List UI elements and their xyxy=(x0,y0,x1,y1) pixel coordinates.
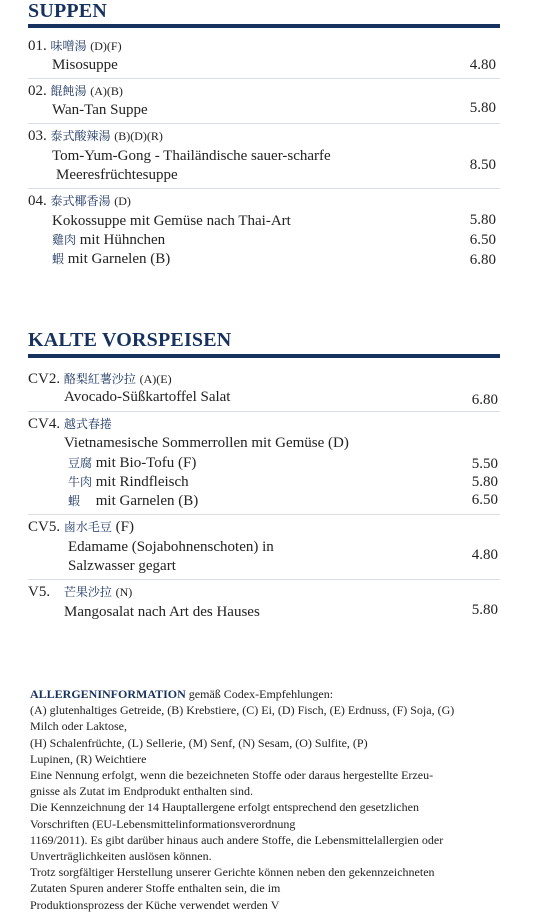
item-chinese-name: 餛飩湯 xyxy=(50,84,87,98)
item-allergen-codes: (D)(F) xyxy=(90,39,122,53)
allergen-line: (A) glutenhaltiges Getreide, (B) Krebstiere, (C) Ei, (D) Fisch, (E) Erdnuss, (F) Soja, (G) xyxy=(30,703,455,718)
item-variant xyxy=(52,250,170,268)
section-rule-suppen xyxy=(28,24,500,28)
allergen-line: Die Kennzeichnung der 14 Hauptallergene erfolgt entsprechend den gesetzlichen xyxy=(30,800,419,815)
item-divider xyxy=(28,78,500,79)
menu-item-header xyxy=(28,518,134,536)
item-divider xyxy=(28,123,500,124)
variant-text: mit Hühnchen xyxy=(79,232,166,248)
variant-text: mit Rindfleisch xyxy=(95,474,189,490)
item-price: 6.80 xyxy=(471,392,498,408)
variant-chinese-name: 蝦 xyxy=(68,494,81,508)
allergen-first-line xyxy=(30,686,510,702)
item-price: 5.80 xyxy=(471,602,498,618)
variant-price: 6.50 xyxy=(471,492,498,508)
allergen-line: Unverträglichkeiten auslösen können. xyxy=(30,849,212,864)
variant-chinese-name: 雞肉 xyxy=(52,233,77,247)
allergen-line: Trotz sorgfältiger Herstellung unserer Gerichte können neben den gekennzeichneten xyxy=(30,865,435,880)
item-price: 4.80 xyxy=(469,57,496,73)
item-name-line-1: Tom-Yum-Gong - Thailändische sauer-scharfe xyxy=(52,148,331,164)
allergen-line: Vorschriften (EU-Lebensmittelinformationsverordnung xyxy=(30,816,296,831)
menu-item-header xyxy=(28,192,131,210)
menu-item-header xyxy=(28,82,123,100)
item-divider xyxy=(28,514,500,515)
variant-text: mit Bio-Tofu (F) xyxy=(95,455,197,471)
allergen-line: gnisse als Zutat im Endprodukt enthalten sind. xyxy=(30,784,253,799)
menu-item-header xyxy=(28,583,132,601)
item-name: Misosuppe xyxy=(52,57,118,73)
item-price: 5.80 xyxy=(469,100,496,116)
allergen-line: Eine Nennung erfolgt, wenn die bezeichneten Stoffe oder daraus hergestellte Erzeu- xyxy=(30,768,434,783)
allergen-line: 1169/2011). Es gibt darüber hinaus auch andere Stoffe, die Lebensmittelallergien oder xyxy=(30,832,444,847)
item-chinese-name: 味噌湯 xyxy=(50,39,87,53)
item-number: 02. xyxy=(28,83,47,99)
variant-price: 6.50 xyxy=(469,232,496,248)
allergen-line: Milch oder Laktose, xyxy=(30,719,127,734)
allergen-line: gemäß Codex-Empfehlungen: xyxy=(188,687,334,701)
item-name-line-2: Meeresfrüchtesuppe xyxy=(56,167,178,183)
variant-text: mit Garnelen (B) xyxy=(67,251,171,267)
item-chinese-name: 芒果沙拉 xyxy=(63,585,112,599)
item-number: V5. xyxy=(28,584,51,600)
item-divider xyxy=(28,188,500,189)
item-name-line-1: Edamame (Sojabohnenschoten) in xyxy=(68,539,274,555)
allergen-line: Zutaten Spuren anderer Stoffe enthalten sein, die im xyxy=(30,881,281,896)
item-chinese-name: 酪梨紅薯沙拉 xyxy=(63,372,136,386)
item-allergen-codes: (B)(D)(R) xyxy=(114,129,163,143)
item-allergen-codes: (D) xyxy=(114,194,131,208)
item-variant xyxy=(68,492,198,510)
item-chinese-name: 鹵水毛豆 xyxy=(63,520,112,534)
section-rule-kalte-vorspeisen xyxy=(28,354,500,358)
allergen-information xyxy=(30,686,510,913)
item-chinese-name: 越式春捲 xyxy=(63,417,112,431)
menu-item-header xyxy=(28,370,172,388)
item-number: 04. xyxy=(28,193,47,209)
menu-item-header xyxy=(28,415,112,433)
item-chinese-name: 泰式酸辣湯 xyxy=(50,129,111,143)
item-name: Vietnamesische Sommerrollen mit Gemüse (D) xyxy=(64,435,349,451)
item-name: Kokossuppe mit Gemüse nach Thai-Art xyxy=(52,213,291,229)
allergen-line: Produktionsprozess der Küche verwendet werden V xyxy=(30,897,280,912)
item-price: 8.50 xyxy=(469,157,496,173)
item-divider xyxy=(28,579,500,580)
item-allergen-codes: (A)(B) xyxy=(90,84,123,98)
item-allergen-codes: (N) xyxy=(115,585,133,599)
item-name-line-2: Salzwasser gegart xyxy=(68,558,176,574)
item-divider xyxy=(28,411,500,412)
allergen-heading: ALLERGENINFORMATION xyxy=(30,687,186,701)
variant-chinese-name: 蝦 xyxy=(52,252,65,266)
variant-price: 5.50 xyxy=(471,456,498,472)
menu-item-header xyxy=(28,127,163,145)
variant-text: mit Garnelen (B) xyxy=(95,493,199,509)
item-name: Avocado-Süßkartoffel Salat xyxy=(64,389,231,405)
item-chinese-name: 泰式椰香湯 xyxy=(50,194,111,208)
variant-chinese-name: 牛肉 xyxy=(68,475,93,489)
item-price: 5.80 xyxy=(469,212,496,228)
item-variant xyxy=(52,231,165,249)
allergen-line: Lupinen, (R) Weichtiere xyxy=(30,751,147,766)
item-number: 01. xyxy=(28,38,47,54)
item-variant xyxy=(68,473,189,491)
item-name: Wan-Tan Suppe xyxy=(52,102,148,118)
item-number: 03. xyxy=(28,128,47,144)
section-title-suppen: SUPPEN xyxy=(28,0,107,22)
item-price: 4.80 xyxy=(471,547,498,563)
variant-price: 6.80 xyxy=(469,252,496,268)
item-name: Mangosalat nach Art des Hauses xyxy=(64,604,260,620)
variant-price: 5.80 xyxy=(471,474,498,490)
menu-item-header xyxy=(28,37,122,55)
item-number: CV5. xyxy=(28,519,61,535)
item-number: CV4. xyxy=(28,416,61,432)
item-allergen-codes: (A)(E) xyxy=(139,372,172,386)
allergen-line: (H) Schalenfrüchte, (L) Sellerie, (M) Senf, (N) Sesam, (O) Sulfite, (P) xyxy=(30,735,368,750)
item-variant xyxy=(68,454,196,472)
item-allergen-codes: (F) xyxy=(115,519,134,535)
variant-chinese-name: 豆腐 xyxy=(68,456,93,470)
item-number: CV2. xyxy=(28,371,61,387)
section-title-kalte-vorspeisen: KALTE VORSPEISEN xyxy=(28,329,232,351)
